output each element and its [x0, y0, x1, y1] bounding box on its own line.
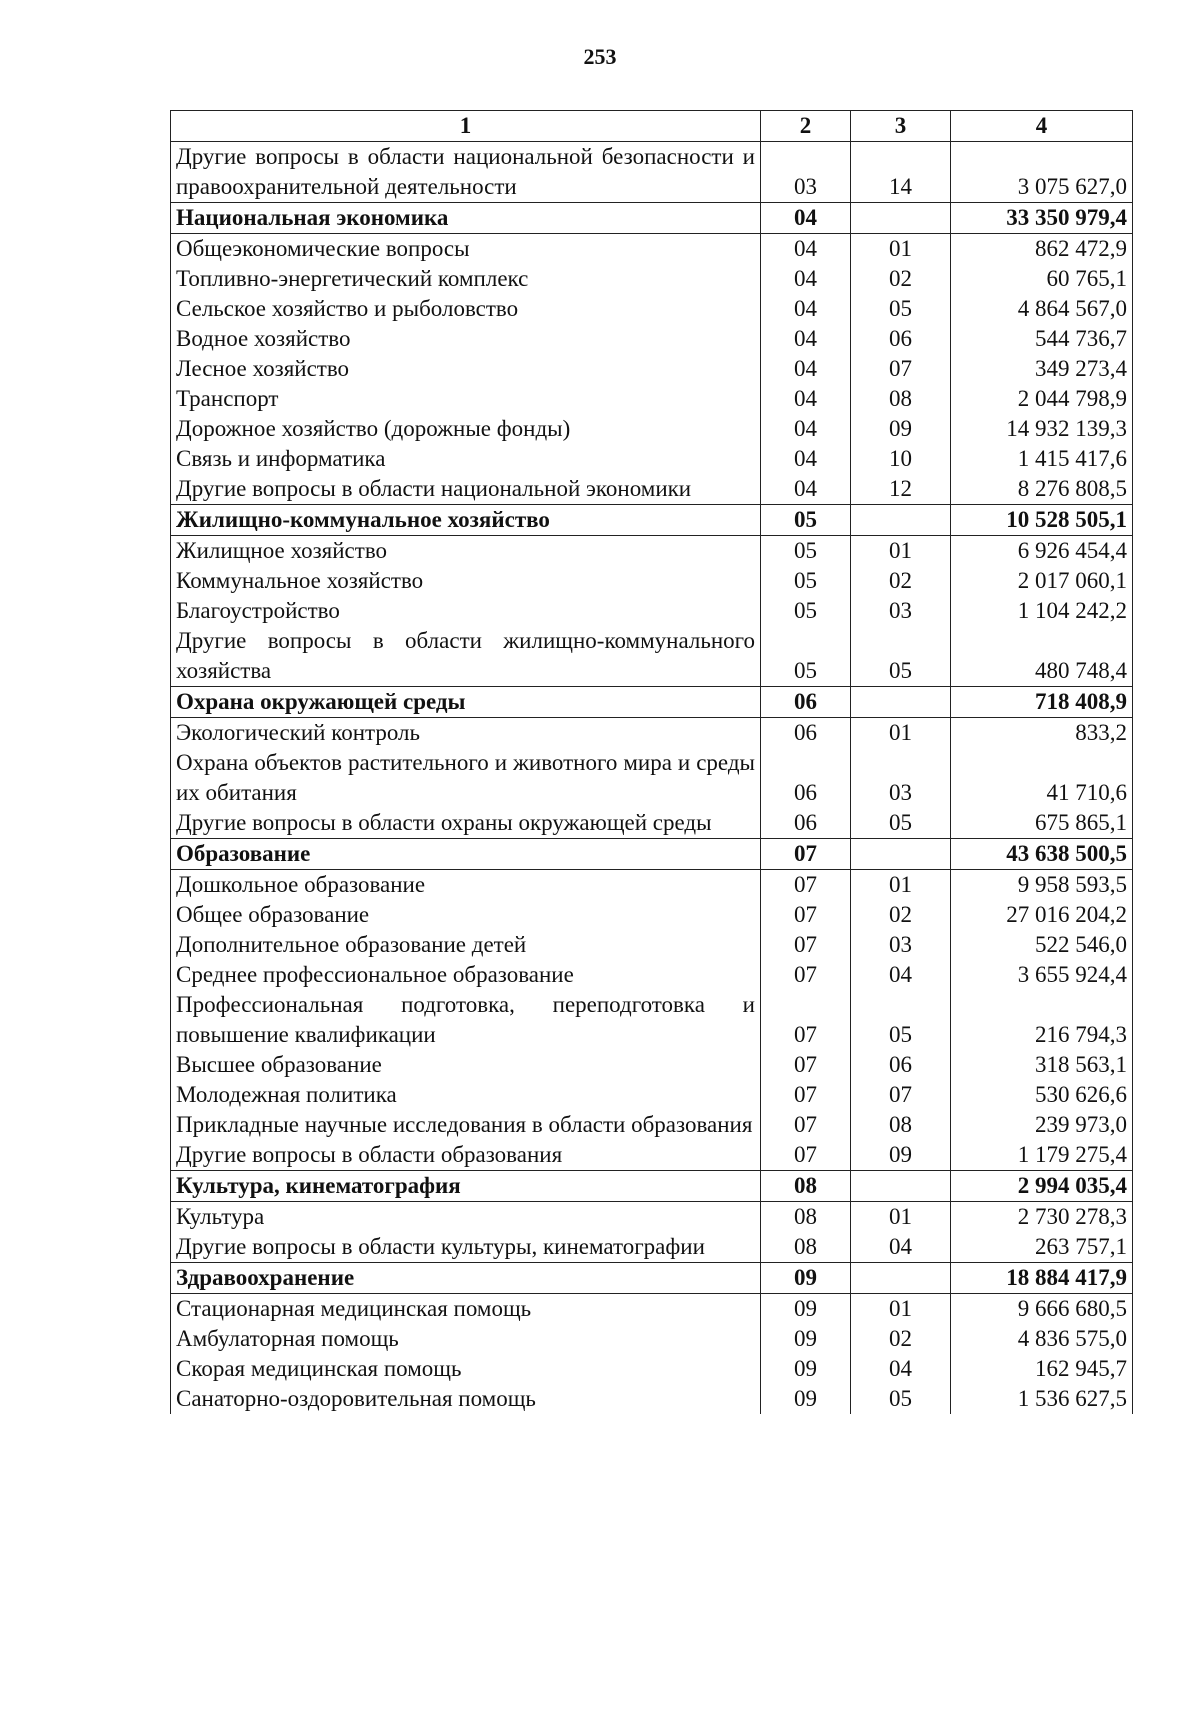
row-amount: 718 408,9: [951, 687, 1133, 718]
row-name: Другие вопросы в области охраны окружающей среды: [171, 808, 761, 839]
row-section-code: 04: [761, 264, 851, 294]
header-col-1: 1: [171, 111, 761, 142]
row-name: Общеэкономические вопросы: [171, 234, 761, 265]
row-subsection-code: 04: [851, 1354, 951, 1384]
row-amount: 60 765,1: [951, 264, 1133, 294]
row-name: Жилищное хозяйство: [171, 536, 761, 567]
table-row: [171, 930, 1133, 960]
page-number: 253: [583, 44, 617, 69]
budget-table-container: [170, 110, 1133, 1414]
table-row: [171, 324, 1133, 354]
row-name: Жилищно-коммунальное хозяйство: [171, 505, 761, 536]
table-row: [171, 142, 1133, 203]
row-name: Здравоохранение: [171, 1263, 761, 1294]
row-amount: 1 536 627,5: [951, 1384, 1133, 1414]
table-row: [171, 960, 1133, 990]
row-subsection-code: [851, 203, 951, 234]
table-row: [171, 626, 1133, 687]
row-subsection-code: 03: [851, 748, 951, 808]
row-amount: 216 794,3: [951, 990, 1133, 1050]
table-row: [171, 536, 1133, 567]
table-row: [171, 1110, 1133, 1140]
row-name: Сельское хозяйство и рыболовство: [171, 294, 761, 324]
row-subsection-code: 02: [851, 264, 951, 294]
row-amount: 9 958 593,5: [951, 870, 1133, 901]
row-name: Связь и информатика: [171, 444, 761, 474]
row-section-code: 06: [761, 808, 851, 839]
row-section-code: 07: [761, 839, 851, 870]
row-amount: 318 563,1: [951, 1050, 1133, 1080]
table-row: [171, 1050, 1133, 1080]
row-section-code: 05: [761, 505, 851, 536]
row-section-code: 04: [761, 203, 851, 234]
row-section-code: 04: [761, 444, 851, 474]
row-subsection-code: 04: [851, 1232, 951, 1263]
row-amount: 1 104 242,2: [951, 596, 1133, 626]
table-row: [171, 1384, 1133, 1414]
row-amount: 9 666 680,5: [951, 1294, 1133, 1325]
row-subsection-code: 05: [851, 294, 951, 324]
row-amount: 14 932 139,3: [951, 414, 1133, 444]
row-section-code: 06: [761, 687, 851, 718]
table-row: [171, 596, 1133, 626]
row-subsection-code: [851, 505, 951, 536]
table-row: [171, 1140, 1133, 1171]
row-amount: 2 730 278,3: [951, 1202, 1133, 1233]
table-row: [171, 718, 1133, 749]
row-subsection-code: 01: [851, 870, 951, 901]
table-row: [171, 1324, 1133, 1354]
table-row: [171, 354, 1133, 384]
row-section-code: 09: [761, 1263, 851, 1294]
row-amount: 349 273,4: [951, 354, 1133, 384]
row-name: Национальная экономика: [171, 203, 761, 234]
row-subsection-code: 01: [851, 1294, 951, 1325]
header-col-4: 4: [951, 111, 1133, 142]
row-name: Другие вопросы в области жилищно-коммунального хозяйства: [171, 626, 761, 687]
row-subsection-code: 05: [851, 808, 951, 839]
row-name: Лесное хозяйство: [171, 354, 761, 384]
row-name: Экологический контроль: [171, 718, 761, 749]
row-name: Профессиональная подготовка, переподготовка и повышение квалификации: [171, 990, 761, 1050]
row-section-code: 07: [761, 930, 851, 960]
row-amount: 18 884 417,9: [951, 1263, 1133, 1294]
row-name: Другие вопросы в области национальной экономики: [171, 474, 761, 505]
row-amount: 2 994 035,4: [951, 1171, 1133, 1202]
row-subsection-code: [851, 1171, 951, 1202]
table-row: [171, 264, 1133, 294]
row-name: Общее образование: [171, 900, 761, 930]
row-name: Благоустройство: [171, 596, 761, 626]
row-section-code: 05: [761, 566, 851, 596]
row-section-code: 07: [761, 900, 851, 930]
row-name: Другие вопросы в области национальной безопасности и правоохранительной деятельности: [171, 142, 761, 203]
section-row: [171, 687, 1133, 718]
table-row: [171, 234, 1133, 265]
table-row: [171, 444, 1133, 474]
row-section-code: 06: [761, 748, 851, 808]
row-subsection-code: 07: [851, 1080, 951, 1110]
row-section-code: 09: [761, 1354, 851, 1384]
row-section-code: 04: [761, 354, 851, 384]
row-amount: 522 546,0: [951, 930, 1133, 960]
row-subsection-code: 05: [851, 626, 951, 687]
row-section-code: 09: [761, 1324, 851, 1354]
row-subsection-code: 10: [851, 444, 951, 474]
section-row: [171, 1171, 1133, 1202]
section-row: [171, 203, 1133, 234]
row-subsection-code: 08: [851, 1110, 951, 1140]
section-row: [171, 1263, 1133, 1294]
table-body: [171, 142, 1133, 1415]
row-section-code: 04: [761, 384, 851, 414]
row-section-code: 09: [761, 1294, 851, 1325]
row-subsection-code: [851, 1263, 951, 1294]
row-section-code: 05: [761, 626, 851, 687]
row-name: Среднее профессиональное образование: [171, 960, 761, 990]
row-amount: 41 710,6: [951, 748, 1133, 808]
row-subsection-code: [851, 687, 951, 718]
table-row: [171, 1080, 1133, 1110]
row-name: Другие вопросы в области культуры, кинематографии: [171, 1232, 761, 1263]
row-subsection-code: 01: [851, 536, 951, 567]
row-subsection-code: 12: [851, 474, 951, 505]
row-section-code: 04: [761, 414, 851, 444]
row-amount: 27 016 204,2: [951, 900, 1133, 930]
table-row: [171, 808, 1133, 839]
row-amount: 33 350 979,4: [951, 203, 1133, 234]
row-subsection-code: [851, 839, 951, 870]
row-amount: 3 655 924,4: [951, 960, 1133, 990]
row-subsection-code: 04: [851, 960, 951, 990]
table-row: [171, 1232, 1133, 1263]
row-section-code: 04: [761, 294, 851, 324]
row-section-code: 07: [761, 1110, 851, 1140]
row-name: Стационарная медицинская помощь: [171, 1294, 761, 1325]
row-section-code: 03: [761, 142, 851, 203]
row-amount: 162 945,7: [951, 1354, 1133, 1384]
row-section-code: 07: [761, 1140, 851, 1171]
row-subsection-code: 09: [851, 1140, 951, 1171]
header-col-2: 2: [761, 111, 851, 142]
row-amount: 8 276 808,5: [951, 474, 1133, 505]
table-row: [171, 1354, 1133, 1384]
row-section-code: 05: [761, 596, 851, 626]
row-section-code: 07: [761, 1080, 851, 1110]
row-amount: 1 179 275,4: [951, 1140, 1133, 1171]
row-amount: 862 472,9: [951, 234, 1133, 265]
row-amount: 239 973,0: [951, 1110, 1133, 1140]
row-amount: 4 836 575,0: [951, 1324, 1133, 1354]
header-row: [171, 111, 1133, 142]
table-row: [171, 900, 1133, 930]
row-subsection-code: 06: [851, 324, 951, 354]
table-row: [171, 870, 1133, 901]
row-name: Скорая медицинская помощь: [171, 1354, 761, 1384]
row-section-code: 05: [761, 536, 851, 567]
row-amount: 1 415 417,6: [951, 444, 1133, 474]
row-name: Культура, кинематография: [171, 1171, 761, 1202]
row-section-code: 06: [761, 718, 851, 749]
row-subsection-code: 01: [851, 234, 951, 265]
row-subsection-code: 08: [851, 384, 951, 414]
table-row: [171, 294, 1133, 324]
row-name: Коммунальное хозяйство: [171, 566, 761, 596]
table-row: [171, 990, 1133, 1050]
row-amount: 530 626,6: [951, 1080, 1133, 1110]
row-section-code: 07: [761, 990, 851, 1050]
row-amount: 2 044 798,9: [951, 384, 1133, 414]
row-name: Амбулаторная помощь: [171, 1324, 761, 1354]
row-name: Дорожное хозяйство (дорожные фонды): [171, 414, 761, 444]
row-amount: 833,2: [951, 718, 1133, 749]
row-subsection-code: 02: [851, 1324, 951, 1354]
row-section-code: 07: [761, 960, 851, 990]
row-section-code: 08: [761, 1171, 851, 1202]
row-section-code: 09: [761, 1384, 851, 1414]
budget-table: [170, 110, 1133, 1414]
row-amount: 3 075 627,0: [951, 142, 1133, 203]
section-row: [171, 505, 1133, 536]
row-amount: 10 528 505,1: [951, 505, 1133, 536]
row-name: Охрана объектов растительного и животного мира и среды их обитания: [171, 748, 761, 808]
row-subsection-code: 02: [851, 900, 951, 930]
row-subsection-code: 01: [851, 718, 951, 749]
row-subsection-code: 03: [851, 596, 951, 626]
table-row: [171, 1294, 1133, 1325]
row-section-code: 04: [761, 324, 851, 354]
row-amount: 2 017 060,1: [951, 566, 1133, 596]
row-name: Другие вопросы в области образования: [171, 1140, 761, 1171]
row-name: Культура: [171, 1202, 761, 1233]
row-subsection-code: 05: [851, 990, 951, 1050]
row-amount: 263 757,1: [951, 1232, 1133, 1263]
row-name: Охрана окружающей среды: [171, 687, 761, 718]
section-row: [171, 839, 1133, 870]
table-row: [171, 384, 1133, 414]
row-amount: 6 926 454,4: [951, 536, 1133, 567]
row-name: Санаторно-оздоровительная помощь: [171, 1384, 761, 1414]
table-row: [171, 566, 1133, 596]
table-row: [171, 748, 1133, 808]
row-section-code: 04: [761, 234, 851, 265]
row-subsection-code: 09: [851, 414, 951, 444]
row-section-code: 07: [761, 870, 851, 901]
row-name: Молодежная политика: [171, 1080, 761, 1110]
row-name: Образование: [171, 839, 761, 870]
row-section-code: 04: [761, 474, 851, 505]
row-name: Дополнительное образование детей: [171, 930, 761, 960]
table-row: [171, 414, 1133, 444]
row-amount: 480 748,4: [951, 626, 1133, 687]
table-row: [171, 1202, 1133, 1233]
row-subsection-code: 03: [851, 930, 951, 960]
row-name: Водное хозяйство: [171, 324, 761, 354]
row-name: Топливно-энергетический комплекс: [171, 264, 761, 294]
row-name: Транспорт: [171, 384, 761, 414]
table-row: [171, 474, 1133, 505]
row-name: Высшее образование: [171, 1050, 761, 1080]
row-name: Прикладные научные исследования в области образования: [171, 1110, 761, 1140]
row-subsection-code: 06: [851, 1050, 951, 1080]
row-section-code: 07: [761, 1050, 851, 1080]
table-header: [171, 111, 1133, 142]
row-amount: 43 638 500,5: [951, 839, 1133, 870]
row-amount: 675 865,1: [951, 808, 1133, 839]
row-subsection-code: 05: [851, 1384, 951, 1414]
row-subsection-code: 07: [851, 354, 951, 384]
row-subsection-code: 01: [851, 1202, 951, 1233]
row-subsection-code: 02: [851, 566, 951, 596]
row-subsection-code: 14: [851, 142, 951, 203]
header-col-3: 3: [851, 111, 951, 142]
row-name: Дошкольное образование: [171, 870, 761, 901]
row-amount: 4 864 567,0: [951, 294, 1133, 324]
row-section-code: 08: [761, 1232, 851, 1263]
row-amount: 544 736,7: [951, 324, 1133, 354]
row-section-code: 08: [761, 1202, 851, 1233]
